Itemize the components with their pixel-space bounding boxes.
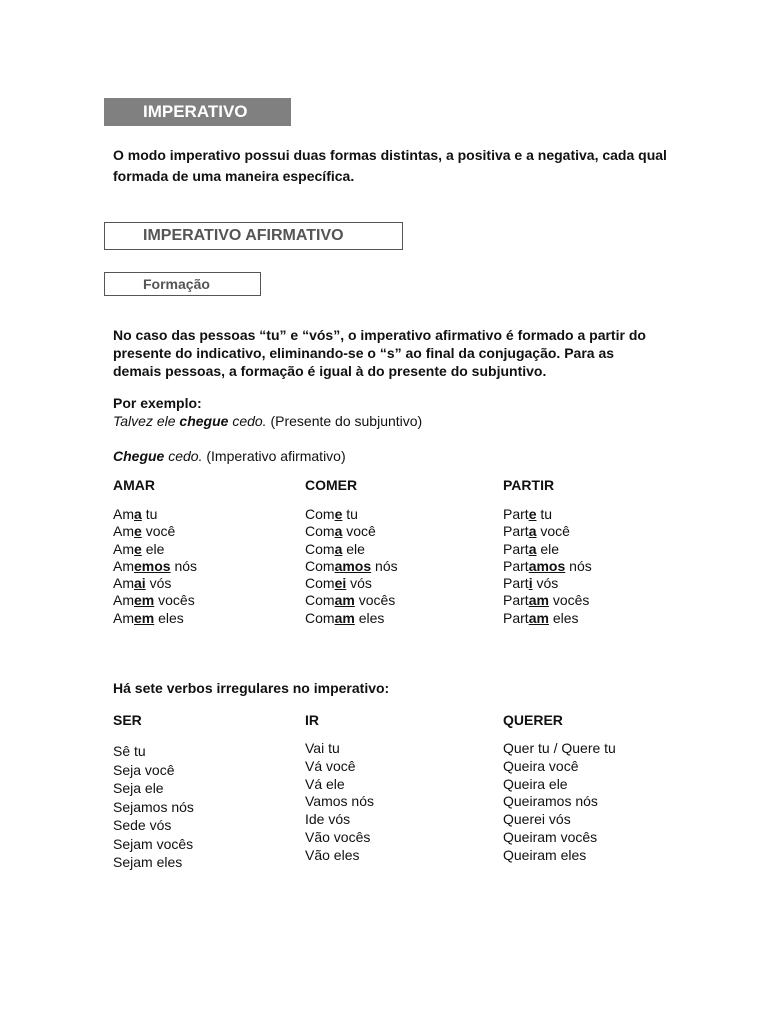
irregular-form: Ide vós xyxy=(305,811,351,828)
verb-person: eles xyxy=(158,609,184,626)
verb-person: tu xyxy=(540,506,553,522)
conjugation-row xyxy=(305,506,398,523)
verb-stem: Part xyxy=(503,540,529,557)
verb-person: vós xyxy=(350,575,372,592)
example-line-2 xyxy=(113,447,346,465)
irregular-form: Queira ele xyxy=(503,775,568,792)
conjugation-row xyxy=(113,541,197,558)
irregular-form: Seja você xyxy=(113,761,175,778)
subsection-title: Formação xyxy=(104,272,261,296)
verb-stem: Part xyxy=(503,523,529,540)
irregular-form: Sê tu xyxy=(113,743,146,759)
verb-person: você xyxy=(346,523,376,540)
verb-name: PARTIR xyxy=(503,477,555,493)
verb-person: nós xyxy=(569,557,592,574)
verb-person: você xyxy=(145,523,176,540)
verb-stem: Com xyxy=(305,523,335,540)
verb-stem: Am xyxy=(113,506,134,522)
verb-stem: Am xyxy=(113,592,134,609)
irregular-form: Seja ele xyxy=(113,780,164,796)
conjugation-row xyxy=(503,610,592,627)
verb-person: vós xyxy=(149,575,172,592)
verb-ending: a xyxy=(334,523,343,540)
verb-stem: Am xyxy=(113,609,134,626)
verb-ending: e xyxy=(134,540,142,557)
verb-person: nós xyxy=(375,557,398,574)
example-2-verb: Chegue xyxy=(113,448,165,464)
verb-person: eles xyxy=(552,609,579,626)
irregular-column-ir xyxy=(305,712,374,865)
verb-person: vós xyxy=(536,575,559,592)
irregular-form: Sejam eles xyxy=(113,854,183,870)
irregular-form: Vamos nós xyxy=(305,793,374,810)
irregular-list xyxy=(305,740,374,865)
conjugation-row xyxy=(503,558,592,575)
irregular-form: Queiramos nós xyxy=(503,793,598,810)
verb-person: nós xyxy=(174,557,198,574)
irregular-form: Querei vós xyxy=(503,811,571,828)
verb-person: ele xyxy=(145,540,165,557)
irregular-form: Vá você xyxy=(305,757,356,774)
verb-name: IR xyxy=(305,712,319,728)
verb-person: vocês xyxy=(552,592,590,609)
conjugation-list xyxy=(113,506,197,627)
verb-person: você xyxy=(540,523,570,540)
verb-stem: Part xyxy=(503,557,529,574)
intro-paragraph: O modo imperativo possui duas formas distintas, a positiva e a negativa, cada qual formada de uma maneira específica. xyxy=(113,147,667,184)
verb-column-comer xyxy=(305,477,398,627)
verb-stem: Com xyxy=(305,575,335,592)
conjugation-row xyxy=(503,506,592,523)
conjugation-row xyxy=(113,592,197,609)
verb-stem: Part xyxy=(503,575,529,592)
conjugation-row xyxy=(113,610,197,627)
conjugation-row xyxy=(113,506,197,523)
verb-ending: am xyxy=(528,592,549,609)
verb-ending: am xyxy=(334,609,355,626)
example-1-note: (Presente do subjuntivo) xyxy=(270,413,423,429)
conjugation-list xyxy=(305,506,398,627)
conjugation-row xyxy=(503,523,592,540)
conjugation-row xyxy=(305,592,398,609)
conjugation-row xyxy=(305,558,398,575)
example-block xyxy=(113,394,422,430)
irregular-list xyxy=(503,740,616,865)
verb-person: ele xyxy=(346,540,365,557)
verb-column-amar xyxy=(113,477,197,627)
verb-stem: Am xyxy=(113,540,134,557)
formation-paragraph: No caso das pessoas “tu” e “vós”, o imperativo afirmativo é formado a partir do presente do indicativo, eliminando-se o “s” ao final da conjugação. Para as demais pessoas, a formação é igual à do presente do subjuntivo. xyxy=(113,327,646,379)
irregular-form: Sejamos nós xyxy=(113,798,194,815)
verb-ending: ai xyxy=(134,575,146,592)
irregular-form: Queira você xyxy=(503,757,579,774)
verb-ending: a xyxy=(334,540,343,557)
example-1-verb: chegue xyxy=(179,413,229,429)
verb-stem: Part xyxy=(503,506,529,522)
verb-ending: am xyxy=(334,592,355,609)
irregular-form: Quer tu / Quere tu xyxy=(503,740,616,756)
example-1-pre: Talvez ele xyxy=(113,413,176,429)
verb-person: eles xyxy=(358,609,385,626)
verb-ending: amos xyxy=(334,557,372,574)
conjugation-row xyxy=(503,592,592,609)
verb-stem: Part xyxy=(503,592,529,609)
conjugation-row xyxy=(305,610,398,627)
irregular-form: Sejam vocês xyxy=(113,835,194,852)
verb-person: vocês xyxy=(358,592,396,609)
verb-stem: Am xyxy=(113,575,134,592)
verb-ending: ei xyxy=(334,575,347,592)
verb-name: QUERER xyxy=(503,712,563,728)
verb-name: AMAR xyxy=(113,477,155,493)
verb-ending: em xyxy=(134,592,155,609)
conjugation-row xyxy=(305,575,398,592)
page-title: IMPERATIVO xyxy=(104,98,291,126)
irregular-form: Vá ele xyxy=(305,775,345,792)
irregular-list xyxy=(113,742,194,872)
verb-stem: Com xyxy=(305,592,335,609)
conjugation-row xyxy=(113,558,197,575)
verb-person: vocês xyxy=(158,592,195,609)
example-2-note: (Imperativo afirmativo) xyxy=(206,448,346,464)
example-1-post: cedo. xyxy=(232,413,267,429)
irregular-form: Queiram vocês xyxy=(503,828,598,845)
conjugation-row xyxy=(503,541,592,558)
verb-person: tu xyxy=(145,506,158,522)
irregular-column-querer xyxy=(503,712,616,865)
verb-ending: em xyxy=(134,609,155,626)
verb-ending: am xyxy=(528,609,549,626)
verb-ending: emos xyxy=(134,557,171,574)
irregular-form: Vão eles xyxy=(305,846,360,863)
verb-stem: Part xyxy=(503,609,529,626)
conjugation-row xyxy=(113,575,197,592)
verb-person: tu xyxy=(346,506,358,522)
verb-name: COMER xyxy=(305,477,358,493)
irregular-form: Vai tu xyxy=(305,740,340,756)
verb-stem: Am xyxy=(113,523,134,540)
conjugation-row xyxy=(305,541,398,558)
irregular-column-ser xyxy=(113,712,194,872)
verb-ending: e xyxy=(334,506,343,522)
conjugation-row xyxy=(113,523,197,540)
irregular-form: Sede vós xyxy=(113,817,172,833)
conjugation-list xyxy=(503,506,592,627)
verb-stem: Am xyxy=(113,557,134,574)
verb-ending: i xyxy=(528,575,533,592)
conjugation-row xyxy=(503,575,592,592)
verb-column-partir xyxy=(503,477,592,627)
verb-ending: e xyxy=(528,506,537,522)
example-line-1 xyxy=(113,412,422,430)
verb-person: ele xyxy=(540,540,560,557)
verb-ending: e xyxy=(134,523,142,540)
verb-name: SER xyxy=(113,712,142,728)
verb-stem: Com xyxy=(305,557,335,574)
verb-ending: amos xyxy=(528,557,566,574)
verb-stem: Com xyxy=(305,609,335,626)
irregular-form: Queiram eles xyxy=(503,846,587,863)
verb-stem: Com xyxy=(305,506,335,522)
example-label: Por exemplo: xyxy=(113,395,202,411)
example-2-post: cedo. xyxy=(168,448,203,464)
conjugation-row xyxy=(305,523,398,540)
section-title: IMPERATIVO AFIRMATIVO xyxy=(104,222,403,250)
verb-ending: a xyxy=(134,506,142,522)
verb-ending: a xyxy=(528,540,537,557)
irregular-form: Vão vocês xyxy=(305,828,371,845)
verb-stem: Com xyxy=(305,540,335,557)
irregular-intro: Há sete verbos irregulares no imperativo: xyxy=(113,680,390,696)
verb-ending: a xyxy=(528,523,537,540)
